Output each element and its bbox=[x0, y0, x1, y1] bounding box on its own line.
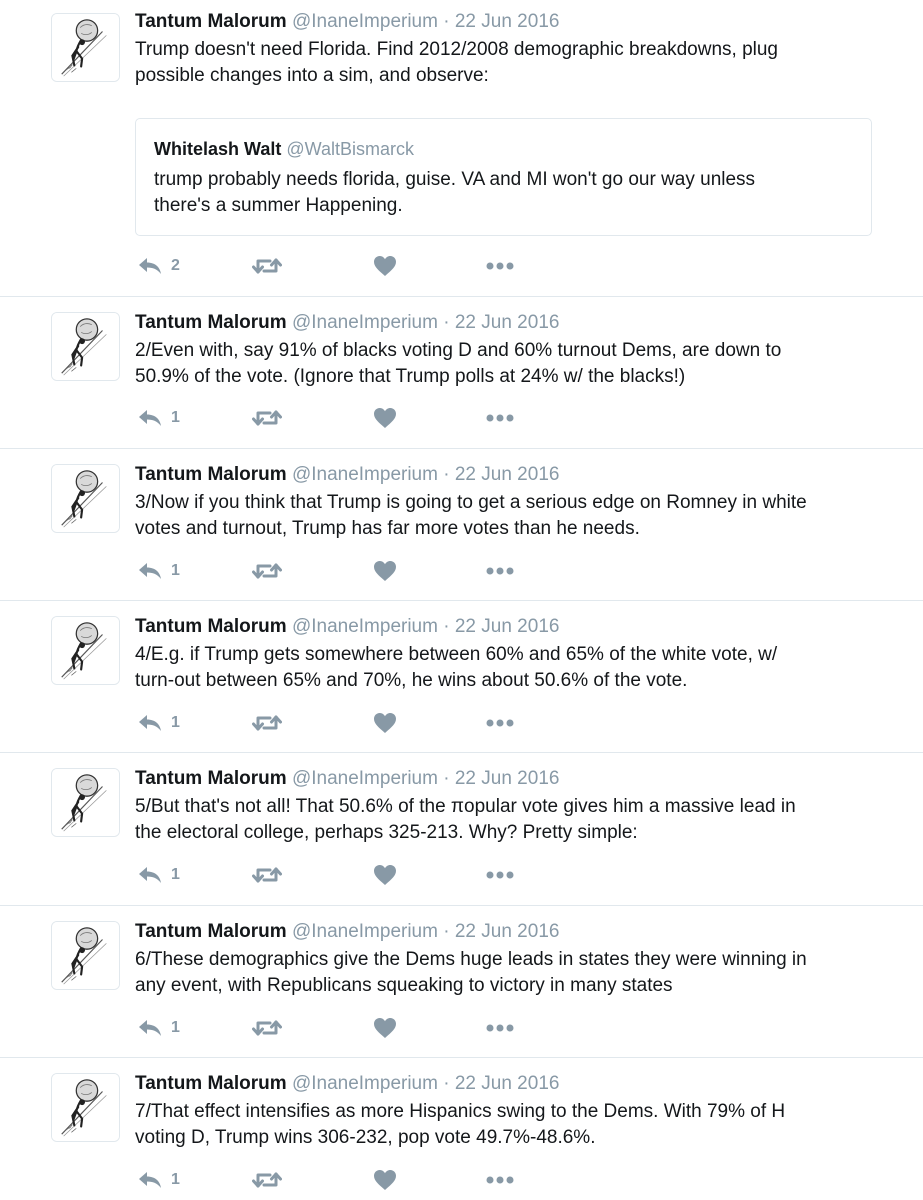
retweet-icon bbox=[252, 408, 282, 428]
tweet-date[interactable]: 22 Jun 2016 bbox=[454, 11, 560, 32]
author-name[interactable]: Tantum Malorum bbox=[135, 11, 287, 32]
avatar[interactable] bbox=[51, 616, 120, 685]
reply-count: 1 bbox=[171, 714, 180, 731]
reply-icon bbox=[137, 713, 163, 733]
tweet-text bbox=[135, 947, 875, 999]
quoted-tweet[interactable] bbox=[135, 118, 872, 236]
more-options-icon bbox=[485, 413, 515, 423]
reply-count: 1 bbox=[171, 1019, 180, 1036]
author-handle[interactable]: @InaneImperium bbox=[291, 11, 438, 32]
separator-dot: · bbox=[443, 768, 450, 789]
more-button[interactable] bbox=[485, 860, 515, 890]
author-handle[interactable]: @InaneImperium bbox=[291, 464, 438, 485]
heart-icon bbox=[373, 712, 397, 734]
author-name[interactable]: Tantum Malorum bbox=[135, 921, 287, 942]
reply-count: 1 bbox=[171, 866, 180, 883]
reply-count: 1 bbox=[171, 409, 180, 426]
tweet-header bbox=[135, 1072, 559, 1096]
tweet-actions bbox=[135, 708, 555, 738]
heart-icon bbox=[373, 560, 397, 582]
tweet-text bbox=[135, 1099, 875, 1151]
reply-button[interactable] bbox=[137, 251, 180, 281]
more-options-icon bbox=[485, 1175, 515, 1185]
tweet[interactable] bbox=[0, 601, 923, 753]
heart-icon bbox=[373, 864, 397, 886]
tweet-text bbox=[135, 37, 875, 89]
reply-button[interactable] bbox=[137, 403, 180, 433]
author-handle[interactable]: @InaneImperium bbox=[291, 1073, 438, 1094]
tweet-date[interactable]: 22 Jun 2016 bbox=[454, 312, 560, 333]
reply-button[interactable] bbox=[137, 1165, 180, 1195]
more-options-icon bbox=[485, 870, 515, 880]
more-button[interactable] bbox=[485, 1013, 515, 1043]
reply-count: 1 bbox=[171, 1171, 180, 1188]
retweet-button[interactable] bbox=[252, 1013, 282, 1043]
retweet-button[interactable] bbox=[252, 1165, 282, 1195]
more-options-icon bbox=[485, 1023, 515, 1033]
author-handle[interactable]: @InaneImperium bbox=[291, 921, 438, 942]
tweet-header bbox=[135, 615, 559, 639]
avatar[interactable] bbox=[51, 768, 120, 837]
retweet-button[interactable] bbox=[252, 251, 282, 281]
tweet-text bbox=[135, 338, 875, 390]
reply-icon bbox=[137, 1170, 163, 1190]
tweet-date[interactable]: 22 Jun 2016 bbox=[454, 616, 560, 637]
reply-count: 1 bbox=[171, 562, 180, 579]
tweet-text bbox=[135, 642, 875, 694]
tweet-date[interactable]: 22 Jun 2016 bbox=[454, 921, 560, 942]
retweet-icon bbox=[252, 865, 282, 885]
like-button[interactable] bbox=[373, 556, 397, 586]
more-button[interactable] bbox=[485, 708, 515, 738]
tweet-text-line: Trump doesn't need Florida. Find 2012/2008 demographic breakdowns, plug bbox=[135, 39, 778, 60]
reply-button[interactable] bbox=[137, 1013, 180, 1043]
tweet-text-line: any event, with Republicans squeaking to victory in many states bbox=[135, 975, 673, 996]
tweet-actions bbox=[135, 251, 555, 281]
like-button[interactable] bbox=[373, 1013, 397, 1043]
tweet-text bbox=[135, 794, 875, 846]
tweet[interactable] bbox=[0, 297, 923, 449]
author-name[interactable]: Tantum Malorum bbox=[135, 768, 287, 789]
avatar[interactable] bbox=[51, 921, 120, 990]
quoted-tweet-text bbox=[154, 167, 834, 219]
tweet-header bbox=[135, 920, 559, 944]
reply-button[interactable] bbox=[137, 708, 180, 738]
reply-button[interactable] bbox=[137, 860, 180, 890]
separator-dot: · bbox=[443, 312, 450, 333]
more-options-icon bbox=[485, 718, 515, 728]
quoted-author-handle: @WaltBismarck bbox=[286, 139, 414, 159]
tweet-text-line: 4/E.g. if Trump gets somewhere between 60% and 65% of the white vote, w/ bbox=[135, 644, 778, 665]
reply-icon bbox=[137, 865, 163, 885]
reply-button[interactable] bbox=[137, 556, 180, 586]
more-button[interactable] bbox=[485, 556, 515, 586]
author-handle[interactable]: @InaneImperium bbox=[291, 768, 438, 789]
heart-icon bbox=[373, 1017, 397, 1039]
tweet-header bbox=[135, 10, 559, 34]
tweet-header bbox=[135, 311, 559, 335]
retweet-icon bbox=[252, 1018, 282, 1038]
tweet[interactable] bbox=[0, 1058, 923, 1200]
heart-icon bbox=[373, 1169, 397, 1191]
retweet-icon bbox=[252, 561, 282, 581]
avatar[interactable] bbox=[51, 312, 120, 381]
retweet-button[interactable] bbox=[252, 556, 282, 586]
tweet-text-line: votes and turnout, Trump has far more votes than he needs. bbox=[135, 518, 640, 539]
more-button[interactable] bbox=[485, 1165, 515, 1195]
tweet-text-line: 3/Now if you think that Trump is going to get a serious edge on Romney in white bbox=[135, 492, 807, 513]
tweet-text-line: turn-out between 65% and 70%, he wins about 50.6% of the vote. bbox=[135, 670, 688, 691]
like-button[interactable] bbox=[373, 403, 397, 433]
tweet-header bbox=[135, 463, 559, 487]
reply-icon bbox=[137, 408, 163, 428]
more-button[interactable] bbox=[485, 403, 515, 433]
retweet-icon bbox=[252, 1170, 282, 1190]
quoted-tweet-header bbox=[154, 137, 414, 161]
reply-icon bbox=[137, 561, 163, 581]
quoted-author-name: Whitelash Walt bbox=[154, 139, 282, 159]
tweet-actions bbox=[135, 403, 555, 433]
avatar[interactable] bbox=[51, 13, 120, 82]
like-button[interactable] bbox=[373, 251, 397, 281]
author-handle[interactable]: @InaneImperium bbox=[291, 312, 438, 333]
tweet-actions bbox=[135, 1013, 555, 1043]
more-options-icon bbox=[485, 566, 515, 576]
avatar[interactable] bbox=[51, 1073, 120, 1142]
tweet-text-line: voting D, Trump wins 306-232, pop vote 49.7%-48.6%. bbox=[135, 1127, 596, 1148]
like-button[interactable] bbox=[373, 860, 397, 890]
tweet[interactable] bbox=[0, 449, 923, 601]
tweet-header bbox=[135, 767, 559, 791]
author-name[interactable]: Tantum Malorum bbox=[135, 616, 287, 637]
retweet-button[interactable] bbox=[252, 708, 282, 738]
retweet-button[interactable] bbox=[252, 403, 282, 433]
tweet-text-line: 7/That effect intensifies as more Hispanics swing to the Dems. With 79% of H bbox=[135, 1101, 786, 1122]
tweet-text-line: 2/Even with, say 91% of blacks voting D and 60% turnout Dems, are down to bbox=[135, 340, 782, 361]
tweet-text-line: 5/But that's not all! That 50.6% of the πopular vote gives him a massive lead in bbox=[135, 796, 796, 817]
author-name[interactable]: Tantum Malorum bbox=[135, 1073, 287, 1094]
like-button[interactable] bbox=[373, 1165, 397, 1195]
like-button[interactable] bbox=[373, 708, 397, 738]
author-name[interactable]: Tantum Malorum bbox=[135, 464, 287, 485]
separator-dot: · bbox=[443, 616, 450, 637]
separator-dot: · bbox=[443, 1073, 450, 1094]
tweet-actions bbox=[135, 1165, 555, 1195]
author-name[interactable]: Tantum Malorum bbox=[135, 312, 287, 333]
tweet-text-line: possible changes into a sim, and observe: bbox=[135, 65, 489, 86]
separator-dot: · bbox=[443, 11, 450, 32]
separator-dot: · bbox=[443, 921, 450, 942]
retweet-button[interactable] bbox=[252, 860, 282, 890]
author-handle[interactable]: @InaneImperium bbox=[291, 616, 438, 637]
quoted-text-line: there's a summer Happening. bbox=[154, 195, 403, 216]
avatar[interactable] bbox=[51, 464, 120, 533]
tweet-date[interactable]: 22 Jun 2016 bbox=[454, 768, 560, 789]
reply-icon bbox=[137, 1018, 163, 1038]
tweet-text-line: 6/These demographics give the Dems huge leads in states they were winning in bbox=[135, 949, 807, 970]
separator-dot: · bbox=[443, 464, 450, 485]
more-options-icon bbox=[485, 261, 515, 271]
retweet-icon bbox=[252, 256, 282, 276]
tweet-text bbox=[135, 490, 875, 542]
retweet-icon bbox=[252, 713, 282, 733]
heart-icon bbox=[373, 407, 397, 429]
tweet[interactable] bbox=[0, 753, 923, 906]
tweet-actions bbox=[135, 860, 555, 890]
heart-icon bbox=[373, 255, 397, 277]
tweet-actions bbox=[135, 556, 555, 586]
tweet[interactable] bbox=[0, 0, 923, 297]
tweet[interactable] bbox=[0, 906, 923, 1058]
quoted-text-line: trump probably needs florida, guise. VA and MI won't go our way unless bbox=[154, 169, 756, 190]
tweet-text-line: 50.9% of the vote. (Ignore that Trump polls at 24% w/ the blacks!) bbox=[135, 366, 686, 387]
tweet-date[interactable]: 22 Jun 2016 bbox=[454, 464, 560, 485]
reply-count: 2 bbox=[171, 257, 180, 274]
more-button[interactable] bbox=[485, 251, 515, 281]
reply-icon bbox=[137, 256, 163, 276]
tweet-text-line: the electoral college, perhaps 325-213. Why? Pretty simple: bbox=[135, 822, 638, 843]
tweet-date[interactable]: 22 Jun 2016 bbox=[454, 1073, 560, 1094]
